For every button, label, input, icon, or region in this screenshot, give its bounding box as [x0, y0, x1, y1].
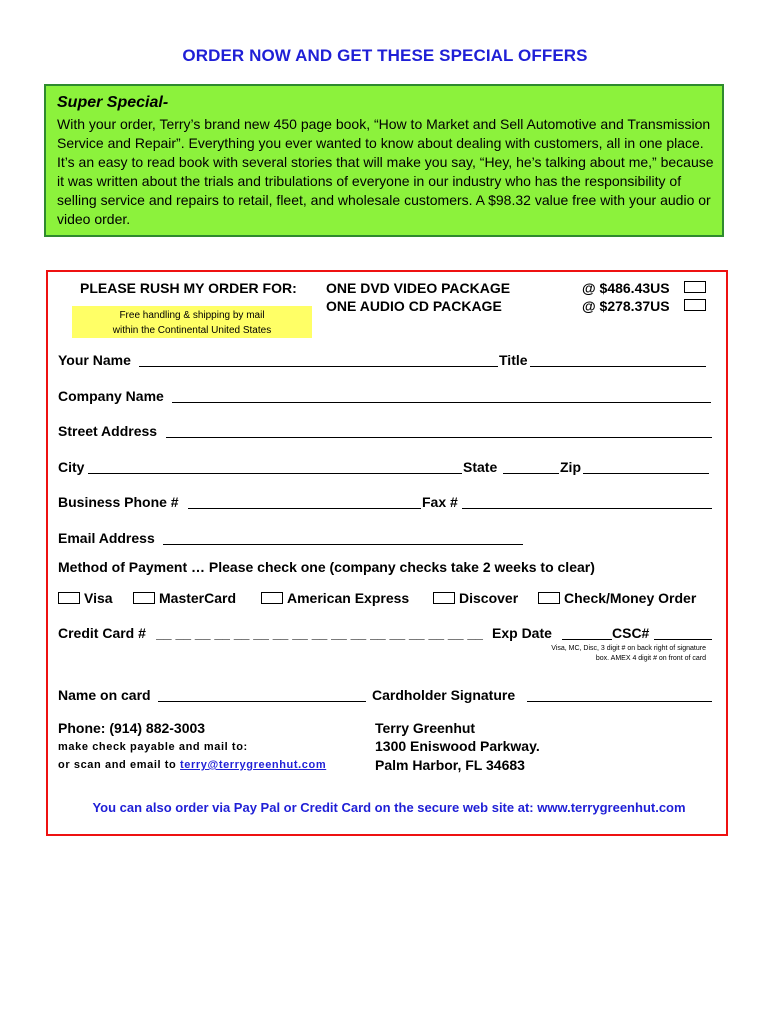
credit-card-label: Credit Card #: [58, 625, 146, 641]
super-special-heading: Super Special-: [57, 94, 169, 111]
visa-checkbox[interactable]: [58, 592, 80, 604]
zip-label: Zip: [560, 459, 581, 475]
street-address-label: Street Address: [58, 423, 158, 439]
address-street: 1300 Eniswood Parkway.: [375, 738, 540, 754]
company-name-label: Company Name: [58, 388, 164, 404]
credit-card-number-field[interactable]: __ __ __ __ __ __ __ __ __ __ __ __ __ __ __ __ __: [156, 625, 483, 641]
email-address-label: Email Address: [58, 530, 155, 546]
shipping-note: [72, 306, 312, 338]
your-name-field[interactable]: [139, 366, 498, 367]
discover-label: Discover: [459, 590, 519, 606]
business-phone-field[interactable]: [188, 508, 421, 509]
business-phone-label: Business Phone #: [58, 494, 179, 510]
city-field[interactable]: [88, 473, 462, 474]
page-title: ORDER NOW AND GET THESE SPECIAL OFFERS: [182, 46, 588, 65]
cd-package-checkbox[interactable]: [684, 299, 706, 311]
fax-field[interactable]: [462, 508, 712, 509]
phone-number: Phone: (914) 882-3003: [58, 720, 206, 736]
discover-checkbox[interactable]: [433, 592, 455, 604]
mastercard-checkbox[interactable]: [133, 592, 155, 604]
state-label: State: [463, 459, 498, 475]
amex-checkbox[interactable]: [261, 592, 283, 604]
mail-instruction: make check payable and mail to:: [58, 741, 248, 753]
csc-note: Visa, MC, Disc, 3 digit # on back right of signature box. AMEX 4 digit # on front of card: [551, 645, 706, 662]
exp-date-label: Exp Date: [492, 625, 552, 641]
csc-label: CSC#: [612, 625, 650, 641]
check-money-order-label: Check/Money Order: [564, 590, 697, 606]
company-name-field[interactable]: [172, 402, 711, 403]
zip-field[interactable]: [583, 473, 709, 474]
payment-option-amex[interactable]: [261, 590, 409, 606]
city-label: City: [58, 459, 85, 475]
title-field[interactable]: [530, 366, 706, 367]
scan-email-label: or scan and email to: [58, 759, 177, 771]
email-link[interactable]: terry@terrygreenhut.com: [180, 759, 327, 771]
fax-label: Fax #: [422, 494, 458, 510]
email-address-field[interactable]: [163, 544, 523, 545]
title-label: Title: [499, 352, 528, 368]
mastercard-label: MasterCard: [159, 590, 237, 606]
amex-label: American Express: [287, 590, 410, 606]
scan-email-instruction: [58, 759, 326, 771]
super-special-body: With your order, Terry’s brand new 450 page book, “How to Market and Sell Automotive and Transmission Service and Repair”. Everything you ever wanted to know about dealing with customers, all in one place. It’s an easy to read book with several stories that will make you say, “Hey, he’s talking about me,” because it was written about the trials and tribulations of everyone in our industry who has the responsibility of selling service and repairs to retail, fleet, and wholesale customers. A $98.32 value free with your audio or video order.: [57, 116, 714, 227]
dvd-package-price: @ $486.43US: [582, 280, 670, 296]
street-address-field[interactable]: [166, 437, 712, 438]
address-city: Palm Harbor, FL 34683: [375, 757, 525, 773]
payment-option-mastercard[interactable]: [133, 590, 236, 606]
check-money-order-checkbox[interactable]: [538, 592, 560, 604]
website-order-note: You can also order via Pay Pal or Credit Card on the secure web site at: www.terrygreenhut.com: [92, 800, 686, 815]
payment-option-discover[interactable]: [433, 590, 518, 606]
dvd-package-checkbox[interactable]: [684, 281, 706, 293]
payment-method-label: Method of Payment … Please check one (company checks take 2 weeks to clear): [58, 559, 595, 575]
cd-package-label: ONE AUDIO CD PACKAGE: [326, 298, 502, 314]
visa-label: Visa: [84, 590, 113, 606]
cd-package-price: @ $278.37US: [582, 298, 670, 314]
exp-date-field[interactable]: [562, 639, 612, 640]
payment-option-visa[interactable]: [58, 590, 113, 606]
rush-order-label: PLEASE RUSH MY ORDER FOR:: [80, 280, 297, 296]
name-on-card-field[interactable]: [158, 701, 366, 702]
cardholder-signature-field[interactable]: [527, 701, 712, 702]
payment-option-check[interactable]: [538, 590, 696, 606]
csc-field[interactable]: [654, 639, 712, 640]
dvd-package-label: ONE DVD VIDEO PACKAGE: [326, 280, 511, 296]
shipping-note-line-2: within the Continental United States: [112, 325, 272, 336]
name-on-card-label: Name on card: [58, 687, 151, 703]
your-name-label: Your Name: [58, 352, 131, 368]
cardholder-signature-label: Cardholder Signature: [372, 687, 516, 703]
state-field[interactable]: [503, 473, 559, 474]
address-name: Terry Greenhut: [375, 720, 476, 736]
shipping-note-line-1: Free handling & shipping by mail: [119, 310, 265, 321]
